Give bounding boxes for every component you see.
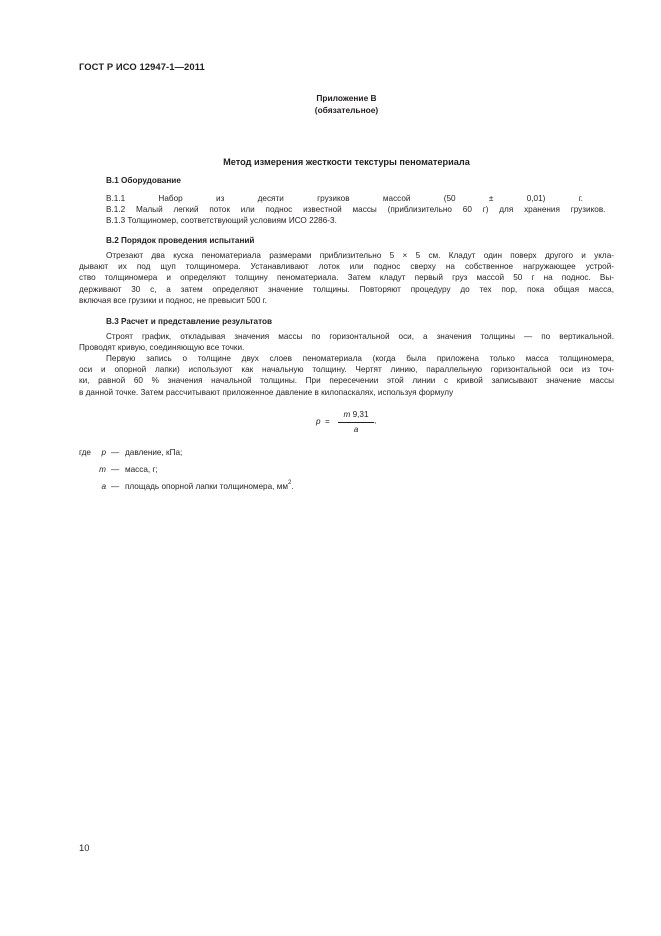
definition-text — [125, 481, 294, 492]
paragraph-line: держивают 30 с, а затем определяют значение толщины. Повторяют процедуру до тех пор, пока общая масса, — [79, 284, 614, 294]
annex-status: (обязательное) — [314, 104, 379, 115]
paragraph-line: Строят график, откладывая значения массы по горизонтальной оси, а значения толщины — по вертикальной. — [106, 332, 614, 341]
paragraph-line: Первую запись о толщине двух слоев пеноматериала (когда была приложена только масса толщиномера, — [106, 354, 614, 363]
definition-text: масса, г; — [125, 465, 158, 474]
pressure-formula — [316, 409, 396, 439]
equipment-item: В.1.3 Толщиномер, соответствующий условиям ИСО 2286-3. — [106, 216, 337, 226]
definition-dash: — — [111, 465, 120, 474]
paragraph-line: в данной точке. Затем рассчитывают приложенное давление в килопаскалях, используя формулу — [79, 387, 454, 397]
definition-symbol: a — [101, 482, 106, 491]
definition-dash: — — [111, 448, 120, 457]
procedure-paragraph — [79, 250, 614, 306]
paragraph-line: включая все грузики и поднос, не превысит 500 г. — [79, 295, 267, 305]
formula-num-var: m — [343, 410, 351, 419]
results-paragraph-2 — [79, 353, 614, 398]
page-number: 10 — [79, 842, 90, 853]
paragraph-line: оси и опорной лапки) используют как начальную толщину. Чертят линию, параллельную горизонтальной оси из точ- — [79, 365, 614, 375]
section-equipment — [79, 175, 614, 186]
definition-text-main: площадь опорной лапки толщиномера, мм — [125, 482, 288, 491]
annex-title: Приложение В — [316, 93, 377, 103]
formula-lhs: p — [316, 417, 321, 426]
paragraph-line: ство толщиномера и определяют толщину пеноматериала. Затем кладут первый груз массой 50 г на поднос. Вы- — [79, 273, 614, 283]
definition-dash: — — [111, 482, 120, 491]
paragraph-line: дывают их под щуп толщиномера. Устанавливают лоток или поднос сверху на собственное нагружающее устрой- — [79, 262, 614, 272]
equipment-item: В.1.2 Малый легкий поток или поднос известной массы (приблизительно 60 г) для хранения грузиков. — [106, 205, 606, 215]
standard-header: ГОСТ Р ИСО 12947-1—2011 — [79, 61, 205, 72]
equipment-list — [79, 193, 614, 227]
formula-denominator: a — [353, 425, 359, 434]
definition-superscript: 2 — [287, 480, 292, 487]
formula-num-const: 9,31 — [352, 410, 369, 419]
where-lead: где — [79, 448, 91, 457]
paragraph-line: Отрезают два куска пеноматериала размерами приблизительно 5 × 5 см. Кладут один поверх другого и укла- — [106, 251, 614, 260]
annex-heading — [0, 93, 661, 116]
section-procedure — [79, 235, 614, 246]
fraction-bar — [338, 422, 374, 423]
section-results — [79, 316, 614, 327]
equipment-item: В.1.1 Набор из десяти грузиков массой (50 ± 0,01) г. — [106, 194, 583, 203]
section-heading: В.3 Расчет и представление результатов — [106, 317, 273, 326]
paragraph-line: ки, равной 60 % значения начальной толщины. При пересечении этой линии с кривой записывают значение массы — [79, 376, 614, 386]
formula-numerator — [339, 409, 373, 420]
paragraph-line: Проводят кривую, соединяющую все точки. — [79, 343, 245, 353]
definition-symbol: m — [99, 465, 106, 474]
definition-symbol: p — [101, 448, 106, 457]
section-heading: В.2 Порядок проведения испытаний — [106, 236, 255, 245]
formula-comma: , — [374, 416, 377, 425]
formula-equals: = — [325, 417, 330, 426]
definition-text: давление, кПа; — [125, 448, 183, 457]
method-title: Метод измерения жесткости текстуры пеноматериала — [223, 157, 470, 167]
definition-end: . — [291, 482, 294, 491]
section-heading: В.1 Оборудование — [106, 176, 181, 185]
results-paragraph-1 — [79, 331, 614, 353]
